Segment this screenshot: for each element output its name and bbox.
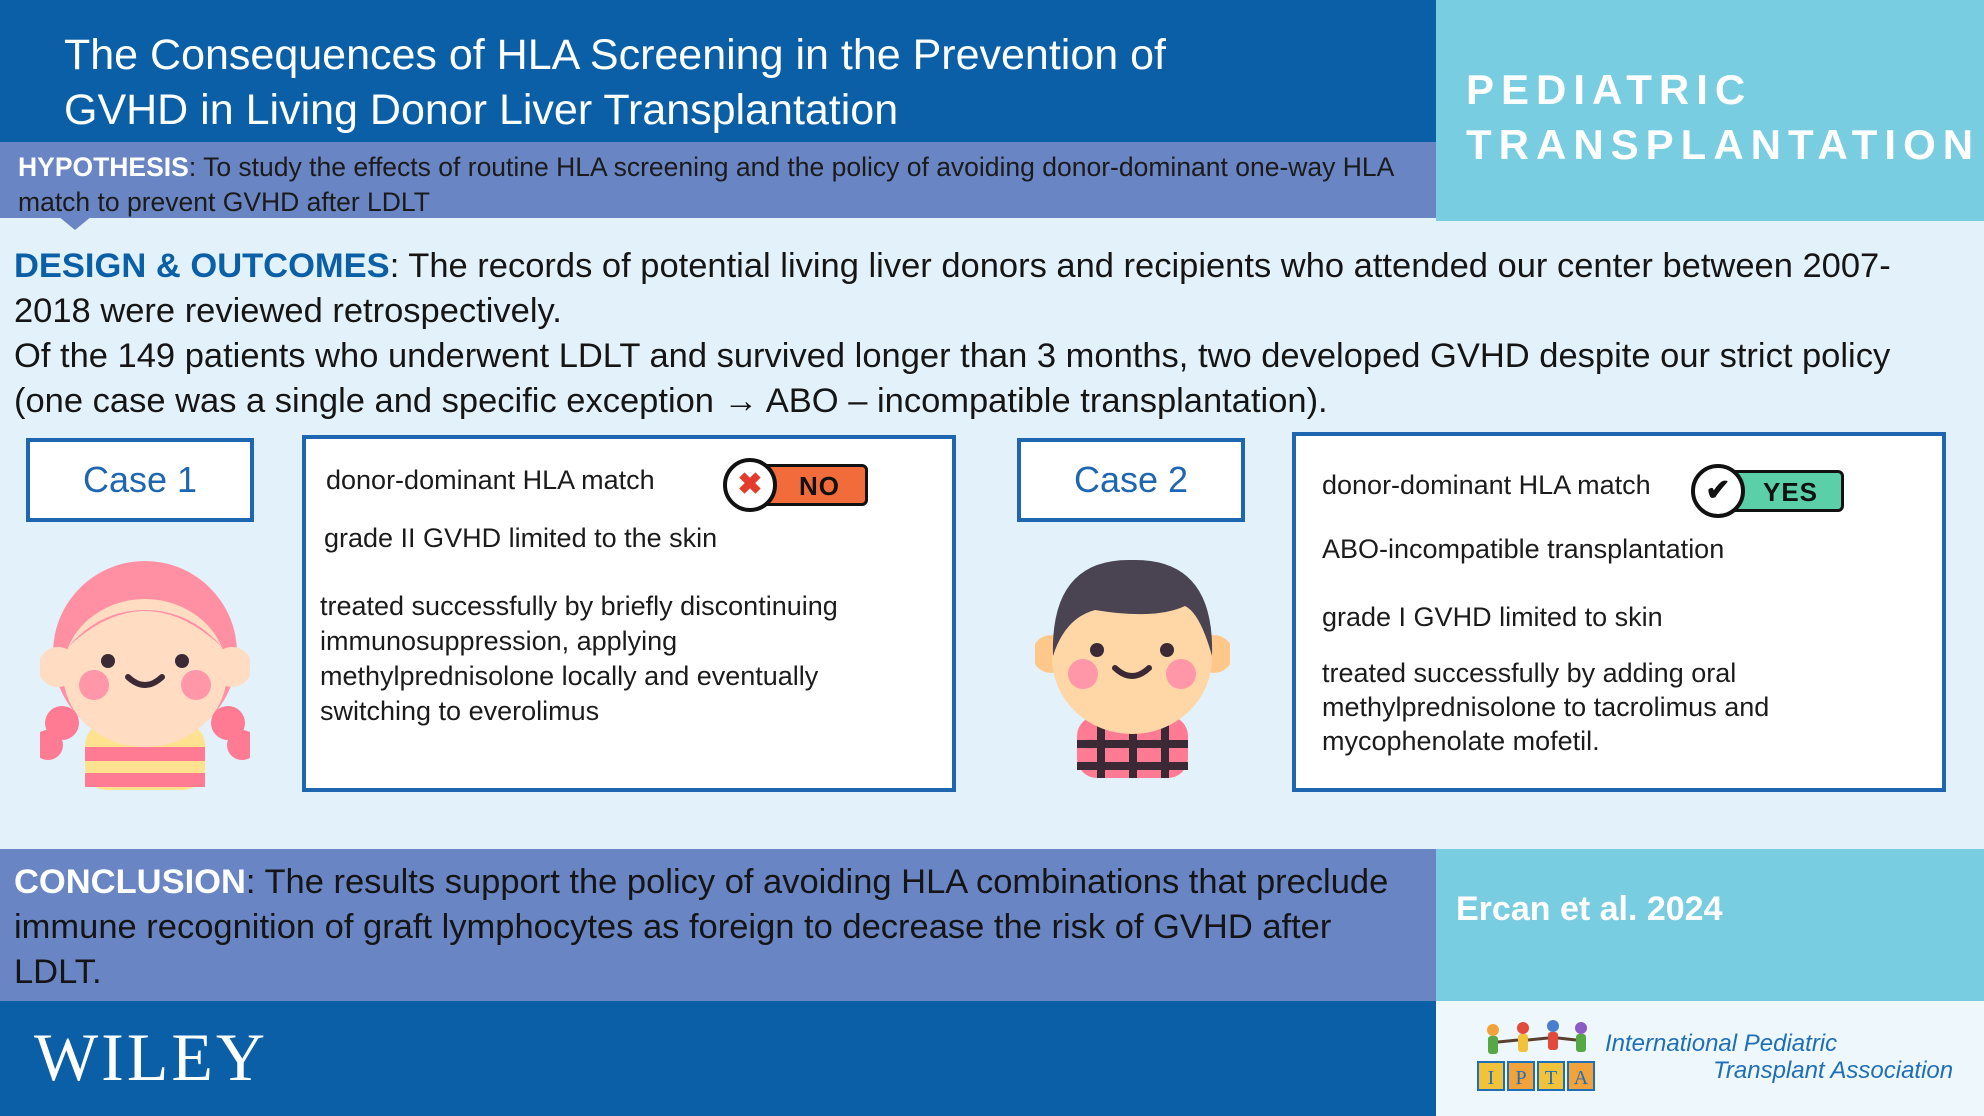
ipta-letter-t: T: [1544, 1067, 1558, 1089]
conclusion-text: : The results support the policy of avoiding HLA combinations that preclude immune recognition of graft lymphocytes as foreign to decrease the risk of GVHD after LDLT.: [14, 863, 1389, 991]
ipta-logo-icon: [1476, 1018, 1598, 1092]
journal-line-1: PEDIATRIC: [1466, 66, 1753, 113]
yes-badge-text: YES: [1763, 477, 1819, 507]
case-2-box: [1292, 432, 1946, 792]
hypothesis-text: : To study the effects of routine HLA screening and the policy of avoiding donor-dominant one-way HLA match to prevent GVHD after LDLT: [18, 152, 1393, 217]
wiley-logo: WILEY: [34, 1019, 269, 1095]
ipta-letter-p: P: [1515, 1067, 1527, 1089]
ipta-letter-i: I: [1487, 1067, 1495, 1089]
no-badge-text: NO: [799, 471, 840, 501]
hypothesis-label: HYPOTHESIS: [18, 152, 189, 182]
case-1-treatment-line-2: immunosuppression, applying: [320, 626, 678, 656]
yes-badge-icon: ✔ YES: [1706, 470, 1844, 512]
no-badge-icon: ✖ NO: [738, 464, 868, 506]
design-label: DESIGN & OUTCOMES: [14, 247, 390, 285]
case-1-label: Case 1: [26, 438, 254, 522]
design-outcomes: [14, 244, 1954, 424]
citation: Ercan et al. 2024: [1456, 890, 1723, 928]
boy-avatar-icon: [1035, 558, 1230, 778]
ipta-line-2: Transplant Association: [1713, 1057, 1954, 1084]
design-paragraph-1: [14, 244, 1954, 334]
case-1-treatment-line-3: methylprednisolone locally and eventually: [320, 661, 819, 691]
case-1-match-label: donor-dominant HLA match: [326, 465, 655, 495]
hypothesis: [18, 150, 1428, 220]
design-text-1: : The records of potential living liver donors and recipients who attended our center between 2007-2018 were reviewed retrospectively.: [14, 247, 1891, 330]
case-1-box: [302, 435, 956, 792]
page-title: [64, 28, 1394, 138]
case-1-treatment-line-1: treated successfully by briefly discontinuing: [320, 591, 838, 621]
case-2-gvhd-grade: grade I GVHD limited to skin: [1322, 602, 1663, 632]
conclusion: [14, 860, 1424, 995]
design-text-2: Of the 149 patients who underwent LDLT and survived longer than 3 months, two developed GVHD despite our strict policy (one case was a single and specific exception → ABO – incompatible transplantation).: [14, 337, 1891, 420]
journal-line-2: TRANSPLANTATION: [1466, 121, 1981, 168]
conclusion-label: CONCLUSION: [14, 863, 246, 901]
ipta-line-1: International Pediatric: [1605, 1030, 1838, 1057]
case-2-treatment-line-1: treated successfully by adding oral: [1322, 658, 1737, 688]
case-2-treatment-line-3: mycophenolate mofetil.: [1322, 726, 1600, 756]
case-2-abo-incompatible: ABO-incompatible transplantation: [1322, 534, 1725, 564]
ipta-name: [1605, 1030, 1953, 1084]
ipta-letter-a: A: [1573, 1067, 1589, 1089]
case-1-gvhd-grade: grade II GVHD limited to the skin: [324, 523, 718, 553]
case-1-treatment-line-4: switching to everolimus: [320, 696, 600, 726]
title-line-2: GVHD in Living Donor Liver Transplantation: [64, 86, 899, 134]
title-line-1: The Consequences of HLA Screening in the Prevention of: [64, 31, 1166, 79]
journal-name: [1466, 62, 1981, 172]
case-2-treatment-line-2: methylprednisolone to tacrolimus and: [1322, 692, 1770, 722]
case-2-label: Case 2: [1017, 438, 1245, 522]
girl-avatar-icon: [40, 555, 250, 790]
case-2-match-label: donor-dominant HLA match: [1322, 470, 1651, 500]
